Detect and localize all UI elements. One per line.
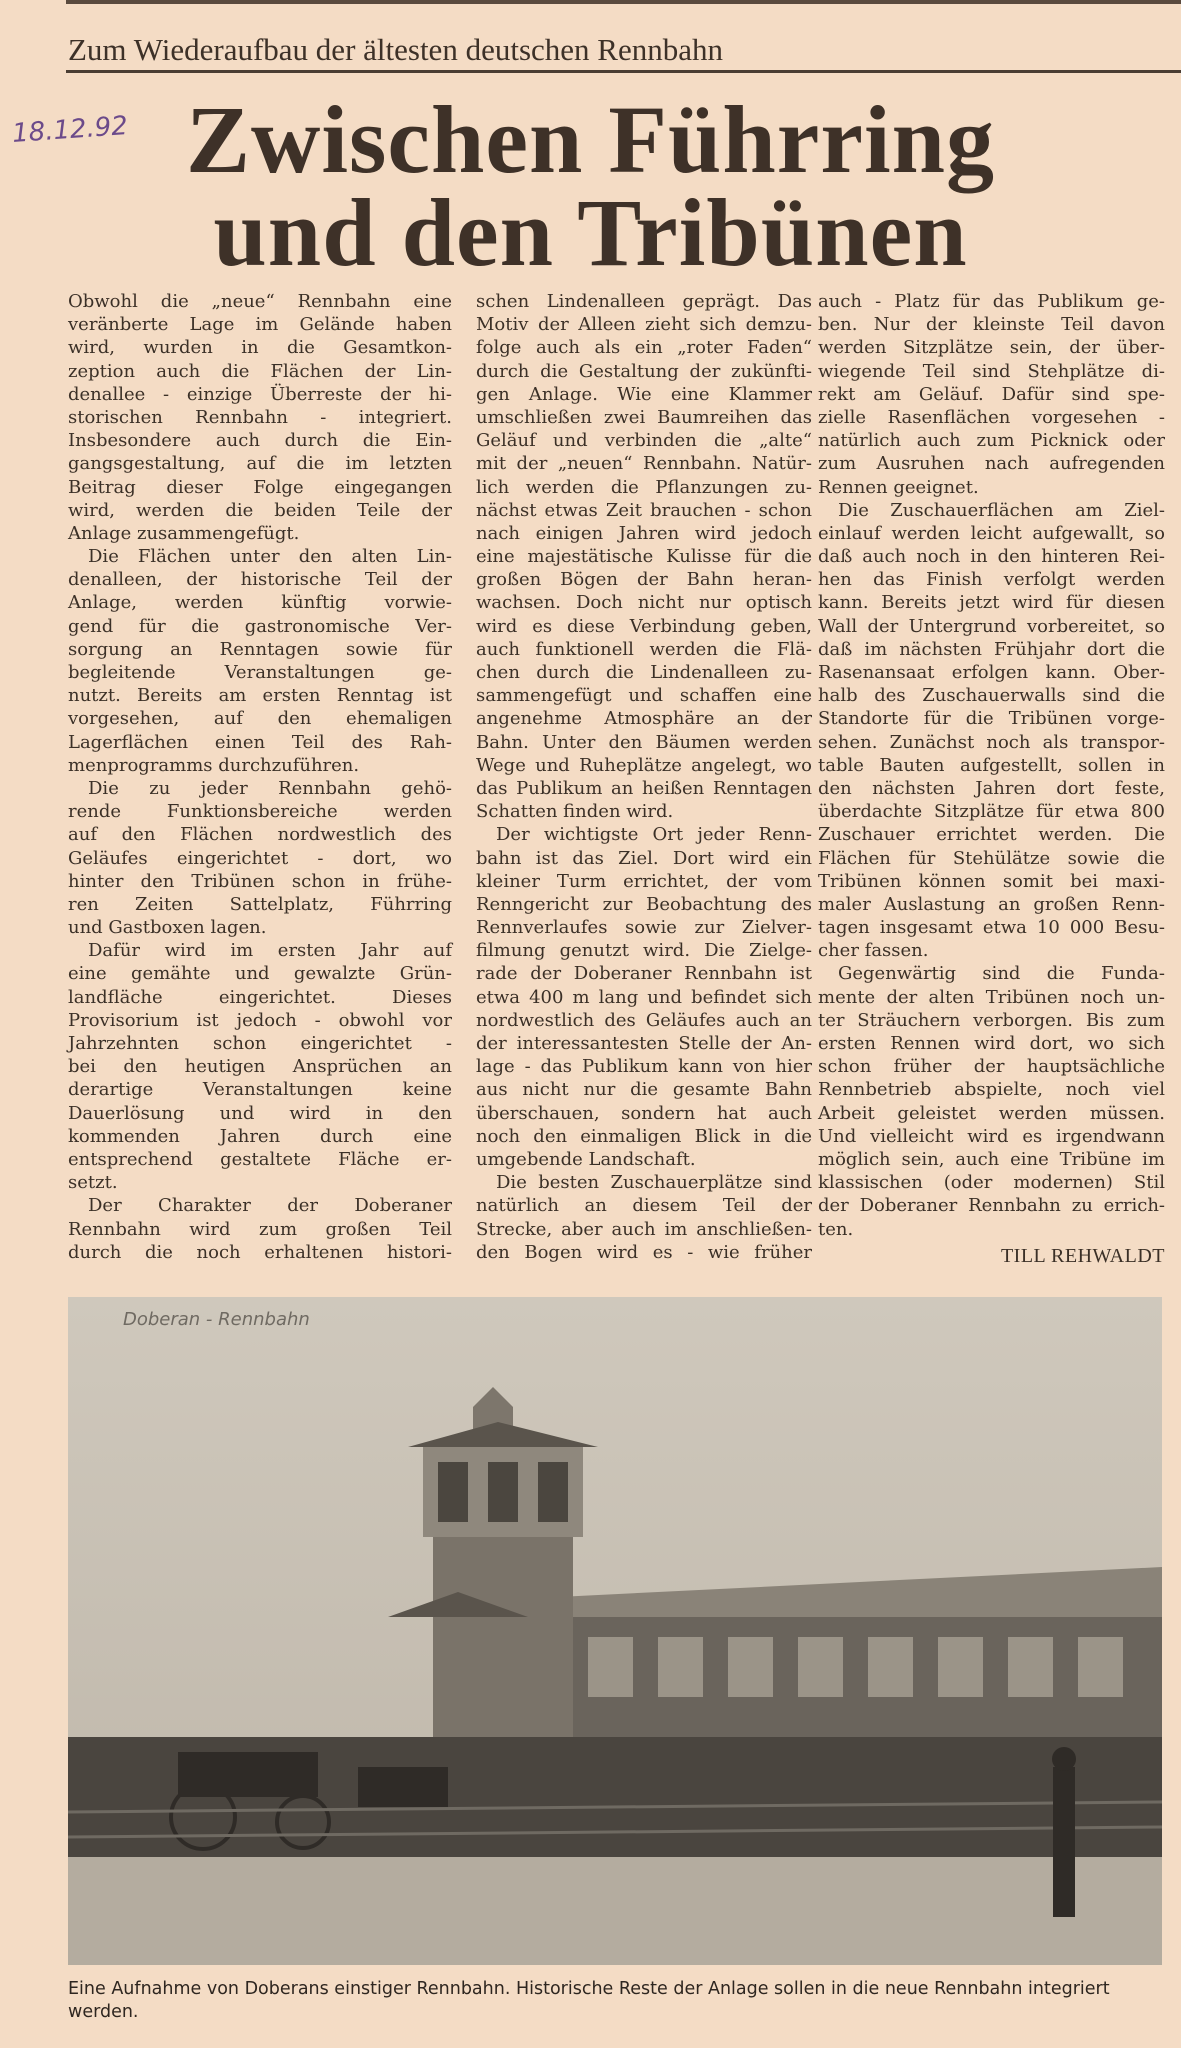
text-line: ersten Rennen wird dort, wo sich (818, 1033, 1165, 1054)
text-line: Anlage, werden künftig vorwie- (68, 592, 452, 614)
text-line: begleitende Veranstaltungen ge- (68, 662, 452, 683)
text-line: bahn ist das Ziel. Dort wird ein (476, 847, 812, 869)
article-paragraph (476, 823, 812, 1171)
text-line: cher fassen. (818, 940, 929, 962)
text-line: veränberte Lage im Gelände haben (68, 314, 452, 336)
text-line: Und vielleicht wird es irgendwann (818, 1125, 1165, 1147)
text-line: nutzt. Bereits am ersten Renntag ist (68, 685, 452, 707)
text-line: werden Sitzplätze sein, der über- (818, 337, 1165, 359)
text-line: kommenden Jahren durch eine (68, 1125, 452, 1147)
text-line: schon früher der hauptsächliche (818, 1056, 1165, 1078)
text-line: Jahrzehnten schon eingerichtet - (68, 1033, 452, 1054)
text-line: aus nicht nur die gesamte Bahn (476, 1079, 812, 1101)
text-line: rende Funktionsbereiche werden (68, 801, 452, 823)
author-byline: TILL REHWALDT (1000, 1244, 1165, 1267)
text-line: denalleen, der historische Teil der (68, 569, 452, 591)
text-line: kann. Bereits jetzt wird für diesen (818, 592, 1165, 614)
text-line: gen Anlage. Wie eine Klammer (476, 383, 812, 405)
text-line: wachsen. Doch nicht nur optisch (476, 592, 812, 614)
standing-figure (1053, 1767, 1075, 1917)
text-line: menprogramms durchzuführen. (68, 754, 360, 776)
text-line: wird es diese Verbindung geben, (476, 615, 812, 637)
text-line: hinter den Tribünen schon in frühe- (68, 870, 452, 892)
text-line: sehen. Zunächst noch als transpor- (818, 731, 1165, 753)
text-line: Dafür wird im ersten Jahr auf (88, 940, 452, 962)
text-line: Die Zuschauerflächen am Ziel- (838, 499, 1165, 521)
text-line: gend für die gastronomische Ver- (68, 615, 452, 637)
text-line: entsprechend gestaltete Fläche er- (68, 1148, 452, 1170)
text-line: ben. Nur der kleinste Teil davon (818, 314, 1165, 336)
text-line: ren Zeiten Sattelplatz, Führring (68, 893, 452, 915)
text-line: ter Sträuchern verborgen. Bis zum (818, 1009, 1165, 1031)
text-line: natürlich auch zum Picknick oder (818, 430, 1165, 452)
article-paragraph (68, 545, 452, 777)
text-line: zum Ausruhen nach aufregenden (818, 453, 1165, 475)
photo-illustration (68, 1297, 1162, 1965)
text-line: Rennen geeignet. (818, 476, 979, 498)
text-line: Dauerlösung und wird in den (68, 1102, 452, 1124)
text-line: der interessantesten Stelle der An- (476, 1033, 812, 1054)
text-line: einlauf werden leicht aufgewallt, so (818, 522, 1165, 544)
text-line: wiegende Teil sind Stehplätze di- (818, 360, 1165, 382)
text-line: überschauen, sondern hat auch (476, 1102, 812, 1124)
text-line: umschließen zwei Baumreihen das (476, 406, 812, 428)
text-line: den Bogen wird es - wie früher (476, 1241, 812, 1263)
text-line: zeption auch die Flächen der Lin- (68, 360, 452, 382)
text-line: das Publikum an heißen Renntagen (476, 777, 812, 799)
text-line: wird, wurden in die Gesamtkon- (68, 337, 452, 359)
top-rule (66, 0, 1181, 4)
article-paragraph (476, 1171, 812, 1264)
text-line: rade der Doberaner Rennbahn ist (476, 963, 812, 985)
photo-handwritten-label: Doberan - Rennbahn (123, 1309, 310, 1330)
text-line: und Gastboxen lagen. (68, 917, 267, 939)
text-line: Wege und Ruheplätze angelegt, wo (476, 754, 812, 776)
article-paragraph (68, 939, 452, 1194)
text-line: Arbeit geleistet werden müssen. (818, 1102, 1165, 1124)
photo-caption: Eine Aufnahme von Doberans einstiger Rennbahn. Historische Reste der Anlage sollen in die neue Rennbahn integriert werden. (68, 1979, 1110, 2022)
text-line: Geläufes eingerichtet - dort, wo (68, 847, 452, 869)
article-paragraph (68, 290, 452, 545)
text-line: der Doberaner Rennbahn zu errich- (818, 1195, 1165, 1217)
text-line: maler Auslastung an großen Renn- (818, 893, 1165, 915)
text-line: Wall der Untergrund vorbereitet, so (818, 615, 1165, 637)
text-line: auch - Platz für das Publikum ge- (818, 291, 1165, 312)
text-line: Bahn. Unter den Bäumen werden (476, 731, 812, 753)
article-paragraph (476, 290, 812, 823)
text-line: wird, werden die beiden Teile der (68, 499, 452, 521)
article-paragraph (68, 777, 452, 939)
grandstand (568, 1617, 1162, 1757)
text-line: eine gemähte und gewalzte Grün- (68, 963, 452, 985)
article-column-1 (68, 290, 452, 1264)
handwritten-date: 18.12.92 (11, 110, 129, 150)
text-line: Geläuf und verbinden die „alte“ (476, 430, 812, 452)
text-line: nordwestlich des Geläufes auch an (476, 1009, 812, 1031)
article-paragraph (818, 962, 1165, 1240)
text-line: noch den einmaligen Blick in die (476, 1125, 812, 1147)
text-line: rekt am Geläuf. Dafür sind spe- (818, 383, 1165, 405)
text-line: klassischen (oder modernen) Stil (818, 1172, 1165, 1194)
text-line: Die Flächen unter den alten Lin- (88, 546, 452, 568)
historic-racecourse-photo (68, 1297, 1162, 1965)
text-line: setzt. (68, 1172, 118, 1194)
kicker-rule (66, 70, 1181, 73)
text-line: sorgung an Renntagen sowie für (68, 638, 452, 660)
headline-line-1: Zwischen Führring (185, 86, 996, 193)
text-line: table Bauten aufgestellt, sollen in (818, 754, 1165, 776)
text-line: vorgesehen, auf den ehemaligen (68, 708, 452, 730)
text-line: Rennbahn wird zum großen Teil (68, 1218, 452, 1240)
text-line: Schatten finden wird. (476, 801, 674, 823)
text-line: Die zu jeder Rennbahn gehö- (88, 777, 452, 799)
article-paragraph (68, 1194, 452, 1264)
text-line: filmung genutzt wird. Die Zielge- (476, 940, 812, 962)
text-line: nächst etwas Zeit brauchen - schon (476, 499, 812, 521)
text-line: Lagerflächen einen Teil des Rah- (68, 731, 452, 753)
text-line: Standorte für die Tribünen vorge- (818, 708, 1165, 730)
text-line: durch die Gestaltung der zukünfti- (476, 360, 812, 382)
text-line: Die besten Zuschauerplätze sind (496, 1172, 812, 1194)
text-line: daß im nächsten Frühjahr dort die (818, 638, 1165, 660)
text-line: Der wichtigste Ort jeder Renn- (496, 824, 812, 846)
text-line: Der Charakter der Doberaner (88, 1195, 452, 1217)
text-line: eine majestätische Kulisse für die (476, 546, 812, 568)
text-line: Motiv der Alleen zieht sich demzu- (476, 314, 812, 336)
article-column-2 (476, 290, 812, 1264)
text-line: schen Lindenalleen geprägt. Das (476, 291, 812, 312)
text-line: nach einigen Jahren wird jedoch (476, 522, 812, 544)
text-line: hen das Finish verfolgt werden (818, 569, 1165, 591)
article-column-3 (818, 290, 1165, 1268)
text-line: kleiner Turm errichtet, der vom (476, 870, 812, 892)
text-line: Obwohl die „neue“ Rennbahn eine (68, 291, 452, 312)
text-line: Tribünen können somit bei maxi- (818, 870, 1165, 892)
text-line: halb des Zuschauerwalls sind die (818, 685, 1165, 707)
text-line: natürlich an diesem Teil der (476, 1195, 812, 1217)
text-line: lich werden die Pflanzungen zu- (476, 476, 812, 498)
text-line: landfläche eingerichtet. Dieses (68, 986, 452, 1008)
text-line: mente der alten Tribünen noch un- (818, 986, 1165, 1008)
text-line: auf den Flächen nordwestlich des (68, 824, 452, 846)
text-line: mit der „neuen“ Rennbahn. Natür- (476, 453, 812, 475)
text-line: folge auch als ein „roter Faden“ (476, 337, 812, 359)
text-line: großen Bögen der Bahn heran- (476, 569, 812, 591)
text-line: Rasenansaat erfolgen kann. Ober- (818, 662, 1165, 683)
text-line: Renngericht zur Beobachtung des (476, 893, 812, 915)
text-line: etwa 400 m lang und befindet sich (476, 986, 812, 1008)
kicker: Zum Wiederaufbau der ältesten deutschen Rennbahn (68, 32, 723, 67)
text-line: lage - das Publikum kann von hier (476, 1056, 812, 1078)
text-line: Insbesondere auch durch die Ein- (68, 430, 452, 452)
text-line: angenehme Atmosphäre an der (476, 708, 812, 730)
text-line: Gegenwärtig sind die Funda- (838, 963, 1165, 985)
text-line: Zuschauer errichtet werden. Die (818, 824, 1165, 846)
text-line: tagen insgesamt etwa 10 000 Besu- (818, 917, 1165, 939)
text-line: Beitrag dieser Folge eingegangen (68, 476, 452, 498)
text-line: chen durch die Lindenalleen zu- (476, 662, 812, 683)
text-line: sammengefügt und schaffen eine (476, 685, 812, 707)
text-line: möglich sein, auch eine Tribüne im (818, 1148, 1165, 1170)
article-paragraph (818, 499, 1165, 963)
text-line: storischen Rennbahn - integriert. (68, 406, 452, 428)
article-paragraph (818, 290, 1165, 499)
text-line: Anlage zusammengefügt. (68, 522, 300, 544)
text-line: umgebende Landschaft. (476, 1148, 696, 1170)
text-line: überdachte Sitzplätze für etwa 800 (818, 801, 1165, 823)
text-line: auch funktionell werden die Flä- (476, 638, 812, 660)
text-line: Rennverlaufes sowie zur Zielver- (476, 917, 812, 939)
text-line: ten. (818, 1218, 854, 1240)
text-line: gangsgestaltung, auf die im letzten (68, 453, 452, 475)
headline-line-2: und den Tribünen (213, 179, 968, 286)
ground (68, 1857, 1162, 1965)
text-line: durch die noch erhaltenen histori- (68, 1241, 452, 1263)
text-line: Flächen für Stehülätze sowie die (818, 847, 1165, 869)
text-line: bei den heutigen Ansprüchen an (68, 1056, 452, 1078)
text-line: derartige Veranstaltungen keine (68, 1079, 452, 1101)
text-line: daß auch noch in den hinteren Rei- (818, 546, 1165, 568)
tower-base (433, 1537, 573, 1737)
text-line: Strecke, aber auch im anschließen- (476, 1218, 812, 1240)
text-line: Provisorium ist jedoch - obwohl vor (68, 1009, 452, 1031)
text-line: Rennbetrieb abspielte, noch viel (818, 1079, 1165, 1101)
text-line: den nächsten Jahren dort feste, (818, 777, 1165, 799)
text-line: zielle Rasenflächen vorgesehen - (818, 406, 1165, 428)
text-line: denallee - einzige Überreste der hi- (68, 383, 452, 405)
